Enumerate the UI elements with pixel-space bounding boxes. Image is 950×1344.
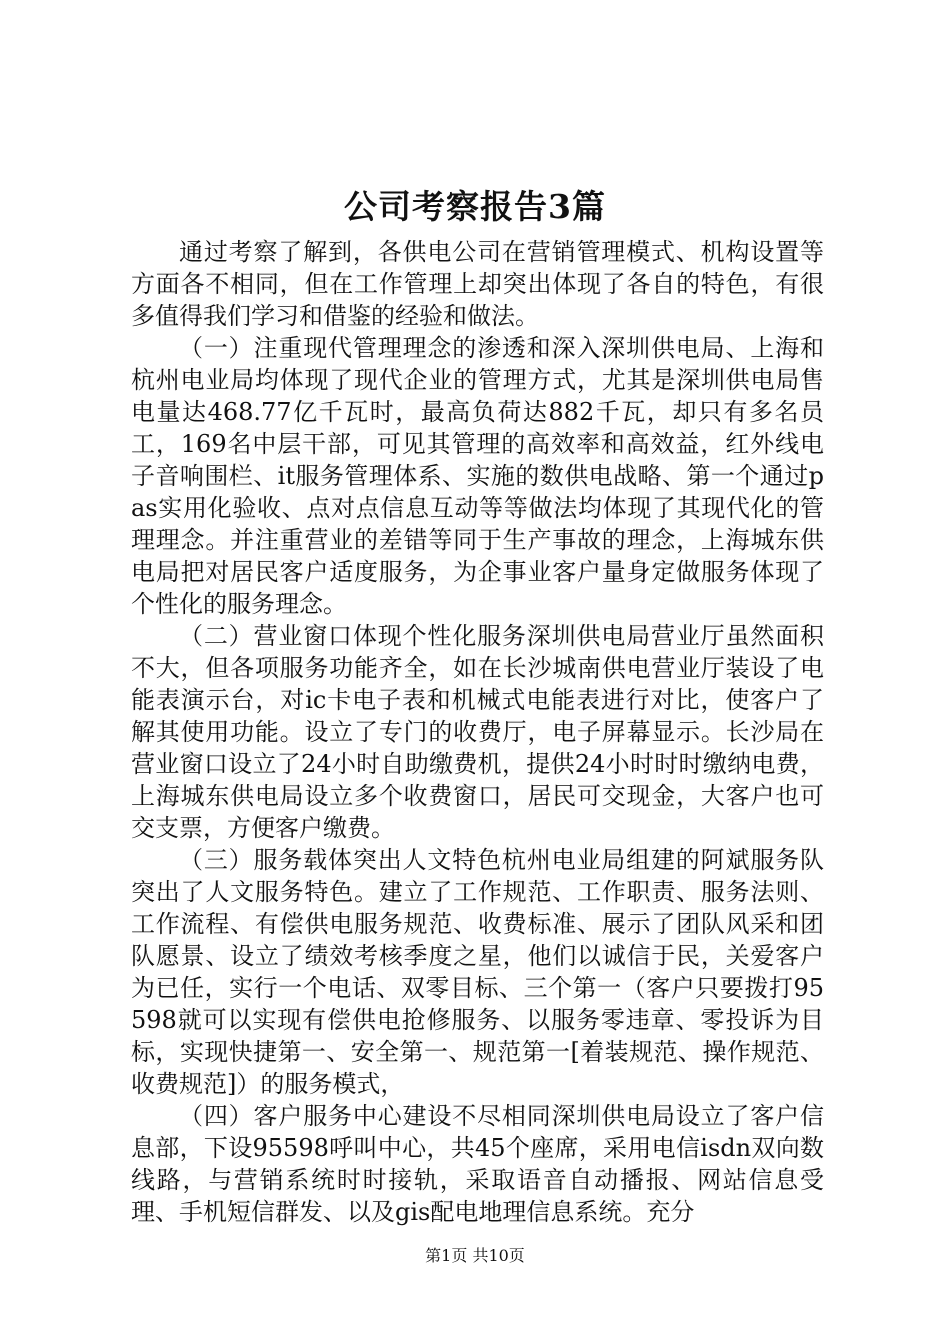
paragraph-section-2: （二）营业窗口体现个性化服务深圳供电局营业厅虽然面积不大，但各项服务功能齐全，如在长沙城南供电营业厅装设了电能表演示台，对ic卡电子表和机械式电能表进行对比，使客户了解其使用功能。设立了专门的收费厅，电子屏幕显示。长沙局在营业窗口设立了24小时自助缴费机，提供24小时时时缴纳电费，上海城东供电局设立多个收费窗口，居民可交现金，大客户也可交支票，方便客户缴费。 [131,622,824,842]
page-footer: 第1页 共10页 [425,1246,525,1265]
paragraph-section-4: （四）客户服务中心建设不尽相同深圳供电局设立了客户信息部，下设95598呼叫中心，共45个座席，采用电信isdn双向数线路，与营销系统时时接轨，采取语音自动播报、网站信息受理、手机短信群发、以及gis配电地理信息系统。充分 [131,1102,824,1226]
document-title: 公司考察报告3篇 [344,187,606,226]
paragraph-section-3: （三）服务载体突出人文特色杭州电业局组建的阿斌服务队突出了人文服务特色。建立了工作规范、工作职责、服务法则、工作流程、有偿供电服务规范、收费标准、展示了团队风采和团队愿景、设立了绩效考核季度之星，他们以诚信于民，关爱客户为已任，实行一个电话、双零目标、三个第一（客户只要拨打95598就可以实现有偿供电抢修服务、以服务零违章、零投诉为目标，实现快捷第一、安全第一、规范第一[着装规范、操作规范、收费规范]）的服务模式， [131,846,824,1098]
paragraph-section-1: （一）注重现代管理理念的渗透和深入深圳供电局、上海和杭州电业局均体现了现代企业的管理方式，尤其是深圳供电局售电量达468.77亿千瓦时，最高负荷达882千瓦，却只有多名员工，169名中层干部，可见其管理的高效率和高效益，红外线电子音响围栏、it服务管理体系、实施的数供电战略、第一个通过pas实用化验收、点对点信息互动等等做法均体现了其现代化的管理理念。并注重营业的差错等同于生产事故的理念，上海城东供电局把对居民客户适度服务，为企事业客户量身定做服务体现了个性化的服务理念。 [131,334,824,618]
document-body [131,236,824,1228]
paragraph-intro: 通过考察了解到，各供电公司在营销管理模式、机构设置等方面各不相同，但在工作管理上却突出体现了各自的特色，有很多值得我们学习和借鉴的经验和做法。 [131,238,824,330]
